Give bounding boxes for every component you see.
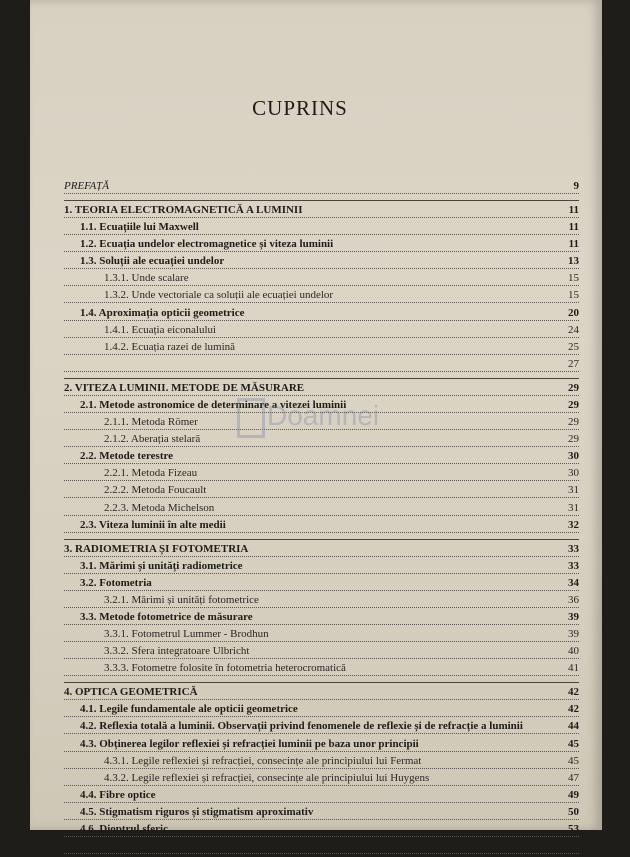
toc-entry-label: 2.2.2. Metoda Foucault xyxy=(104,484,207,497)
toc-section-entry xyxy=(64,255,579,269)
toc-section-entry xyxy=(64,738,579,752)
page-title: CUPRINS xyxy=(252,96,348,120)
toc-entry-label: 4.6. Dioptrul sferic xyxy=(80,823,168,835)
toc-entry-page-number: 29 xyxy=(568,381,579,394)
toc-entry-page-number: 29 xyxy=(568,416,579,429)
toc-entry-label: PREFAȚĂ xyxy=(64,180,110,192)
toc-entry-page-number: 27 xyxy=(568,357,579,370)
toc-entry-page-number: 30 xyxy=(568,467,579,480)
toc-entry-page-number: 47 xyxy=(568,771,579,784)
toc-section-entry xyxy=(64,399,579,413)
toc-entry-page-number: 33 xyxy=(568,542,579,555)
toc-entry-label: 3.1. Mărimi și unități radiometrice xyxy=(80,559,243,572)
toc-entry-page-number: 11 xyxy=(568,221,579,234)
toc-subsection-entry xyxy=(64,433,579,447)
toc-entry-label: 4. OPTICA GEOMETRICĂ xyxy=(64,686,198,699)
toc-entry-page-number: 45 xyxy=(568,754,579,767)
toc-section-entry xyxy=(64,238,579,252)
toc-entry-label: 2.1. Metode astronomice de determinare a vitezei luminii xyxy=(80,398,347,411)
toc-chapter-entry xyxy=(64,539,579,557)
toc-section-entry xyxy=(64,789,579,803)
toc-entry-label: 2.2.3. Metoda Michelson xyxy=(104,501,215,514)
toc-entry-page-number: 31 xyxy=(568,501,579,514)
toc-section-entry xyxy=(64,611,579,625)
toc-subsection-entry xyxy=(64,594,579,608)
toc-entry-page-number: 29 xyxy=(568,398,579,411)
toc-entry-page-number: 39 xyxy=(568,610,579,623)
toc-section-entry xyxy=(64,450,579,464)
toc-section-entry xyxy=(64,806,579,820)
toc-entry-page-number: 30 xyxy=(568,450,579,463)
watermark-text: Doamnei xyxy=(267,400,380,431)
toc-entry-page-number: 29 xyxy=(568,433,579,446)
toc-chapter-entry xyxy=(64,200,579,218)
toc-subsection-entry xyxy=(64,772,579,786)
toc-section-entry xyxy=(64,577,579,591)
toc-entry-label: 4.5. Stigmatism riguros și stigmatism aproximativ xyxy=(80,805,314,818)
toc-chapter-entry xyxy=(64,180,579,194)
toc-entry-page-number: 45 xyxy=(568,737,579,750)
toc-entry-page-number: 42 xyxy=(568,703,579,716)
toc-subsection-entry xyxy=(64,484,579,498)
toc-section-entry xyxy=(64,703,579,717)
toc-entry-page-number: 9 xyxy=(573,180,579,192)
toc-entry-label: 3.3.2. Sfera integratoare Ulbricht xyxy=(104,645,250,658)
toc-section-entry xyxy=(64,221,579,235)
toc-entry-label: 2.1.1. Metoda Römer xyxy=(104,416,198,429)
toc-entry-label: 4.3.2. Legile reflexiei și refracției, consecințe ale principiului lui Huygens xyxy=(104,771,430,784)
toc-entry-page-number: 57 xyxy=(568,840,579,853)
toc-subsection-entry xyxy=(64,645,579,659)
toc-entry-label: 4.1. Legile fundamentale ale opticii geometrice xyxy=(80,703,298,716)
toc-entry-label: 4.4. Fibre optice xyxy=(80,788,156,801)
toc-entry-label: 3.3.1. Fotometrul Lummer - Brodhun xyxy=(104,628,269,641)
toc-subsection-entry xyxy=(64,324,579,338)
toc-section-entry xyxy=(64,720,579,734)
toc-section-entry xyxy=(64,560,579,574)
toc-entry-label: 4.3. Obținerea legilor reflexiei și refracției luminii pe baza unor principii xyxy=(80,737,419,750)
toc-entry-label: 2. VITEZA LUMINII. METODE DE MĂSURARE xyxy=(64,381,305,394)
toc-subsection-entry xyxy=(64,416,579,430)
toc-entry-page-number: 36 xyxy=(568,593,579,606)
toc-subsection-entry xyxy=(64,467,579,481)
toc-entry-page-number: 50 xyxy=(568,805,579,818)
toc-entry-label: 4.7. Dioptrul plan xyxy=(80,840,164,853)
toc-section-entry xyxy=(64,840,579,854)
toc-entry-page-number: 25 xyxy=(568,340,579,353)
toc-entry-page-number: 39 xyxy=(568,628,579,641)
toc-entry-label: 1. TEORIA ELECTROMAGNETICĂ A LUMINII xyxy=(64,204,303,216)
toc-entry-label: 1.2. Ecuația undelor electromagnetice și viteza luminii xyxy=(80,238,334,251)
toc-entry-page-number: 15 xyxy=(568,289,579,302)
toc-subsection-entry xyxy=(64,755,579,769)
toc-subsection-entry xyxy=(64,272,579,286)
toc-entry-page-number: 33 xyxy=(568,559,579,572)
toc-section-entry xyxy=(64,823,579,837)
toc-entry-page-number: 53 xyxy=(568,823,579,835)
toc-entry-label: 1.4. Aproximația opticii geometrice xyxy=(80,306,245,319)
toc-subsection-entry xyxy=(64,628,579,642)
toc-section-entry xyxy=(64,307,579,321)
toc-entry-page-number: 20 xyxy=(568,306,579,319)
toc-entry-page-number: 11 xyxy=(568,238,579,251)
toc-subsection-entry xyxy=(64,341,579,355)
toc-chapter-entry xyxy=(64,378,579,396)
toc-entry-page-number: 40 xyxy=(568,645,579,658)
toc-entry-label: 2.1.2. Aberația stelară xyxy=(104,433,201,446)
toc-entry-page-number: 15 xyxy=(568,272,579,285)
toc-entry-page-number: 44 xyxy=(568,720,579,733)
toc-chapter-entry xyxy=(64,682,579,700)
toc-subsection-entry xyxy=(64,502,579,516)
toc-entry-label: 3.2.1. Mărimi și unități fotometrice xyxy=(104,593,259,606)
toc-subsection-entry xyxy=(64,289,579,303)
toc-entry-page-number: 41 xyxy=(568,662,579,675)
toc-entry-label: 4.2. Reflexia totală a luminii. Observații privind fenomenele de reflexie și de refracție a luminii xyxy=(80,720,523,733)
toc-entry-label: 2.3. Viteza luminii în alte medii xyxy=(80,518,226,531)
toc-entry-label: 1.4.2. Ecuația razei de lumină xyxy=(104,340,236,353)
toc-entry-page-number: 11 xyxy=(568,204,579,216)
toc-entry-page-number: 34 xyxy=(568,576,579,589)
toc-entry-label: 1.3.1. Unde scalare xyxy=(104,272,189,285)
toc-entry-label: 3.2. Fotometria xyxy=(80,576,152,589)
toc-subsection-entry xyxy=(64,662,579,676)
toc-entry-page-number: 24 xyxy=(568,323,579,336)
toc-entry-page-number: 49 xyxy=(568,788,579,801)
toc-entry-page-number: 42 xyxy=(568,686,579,699)
toc-entry-page-number: 32 xyxy=(568,518,579,531)
table-of-contents xyxy=(64,180,579,857)
toc-entry-label: 2.2. Metode terestre xyxy=(80,450,174,463)
toc-entry-label: 3.3. Metode fotometrice de măsurare xyxy=(80,610,253,623)
toc-entry-label: 2.2.1. Metoda Fizeau xyxy=(104,467,198,480)
toc-entry-label: 3. RADIOMETRIA ȘI FOTOMETRIA xyxy=(64,542,249,555)
toc-entry-label: 1.3.2. Unde vectoriale ca soluții ale ecuației undelor xyxy=(104,289,334,302)
toc-section-entry xyxy=(64,519,579,533)
toc-entry-page-number: 13 xyxy=(568,255,579,268)
toc-entry-label: 1.4.1. Ecuația eiconalului xyxy=(104,323,217,336)
toc-subsection-entry xyxy=(64,358,579,372)
toc-entry-label: 3.3.3. Fotometre folosite în fotometria heterocromatică xyxy=(104,662,346,675)
toc-entry-page-number: 31 xyxy=(568,484,579,497)
toc-entry-label: 4.3.1. Legile reflexiei și refracției, consecințe ale principiului lui Fermat xyxy=(104,754,422,767)
toc-entry-label: 1.3. Soluții ale ecuației undelor xyxy=(80,255,225,268)
toc-entry-label: 1.1. Ecuațiile lui Maxwell xyxy=(80,221,199,234)
